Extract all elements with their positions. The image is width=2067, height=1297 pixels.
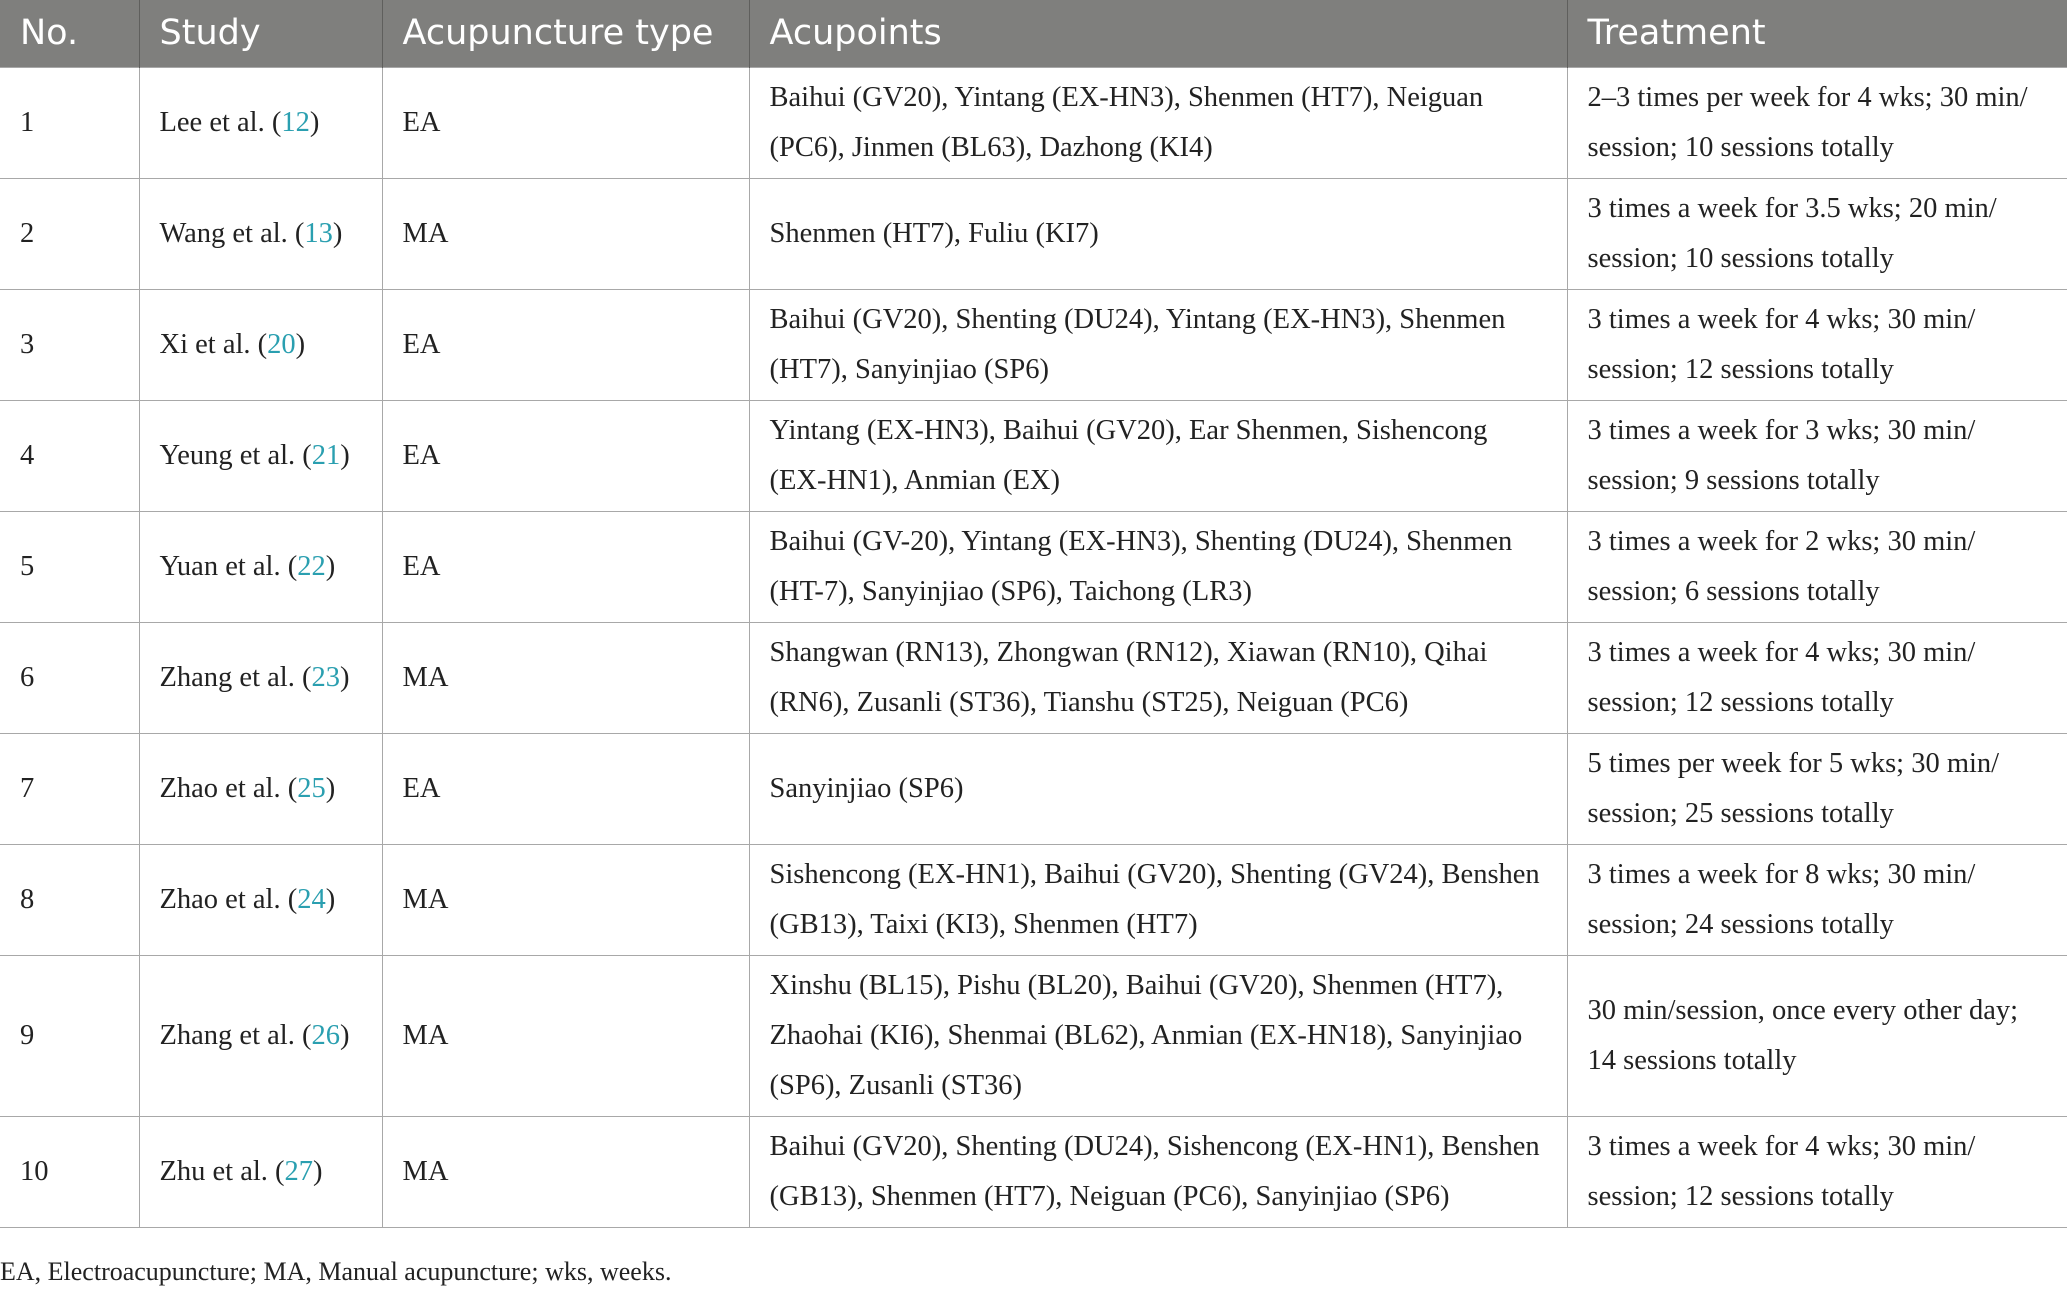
cell-acupoints: Xinshu (BL15), Pishu (BL20), Baihui (GV20), Shenmen (HT7), Zhaohai (KI6), Shenmai (BL62), Anmian (EX-HN18), Sanyinjiao (SP6), Zusanli (ST36) (749, 955, 1567, 1116)
cell-acupoints: Shenmen (HT7), Fuliu (KI7) (749, 178, 1567, 289)
reference-link[interactable]: 13 (304, 217, 333, 249)
cell-study: Zhu et al. (27) (139, 1116, 382, 1227)
cell-acupoints: Baihui (GV20), Shenting (DU24), Sishencong (EX-HN1), Benshen (GB13), Shenmen (HT7), Neiguan (PC6), Sanyinjiao (SP6) (749, 1116, 1567, 1227)
cell-acupuncture-type: MA (382, 955, 749, 1116)
cell-no: 2 (0, 178, 139, 289)
cell-no: 5 (0, 511, 139, 622)
cell-acupuncture-type: EA (382, 289, 749, 400)
cell-study: Zhao et al. (25) (139, 733, 382, 844)
cell-acupuncture-type: MA (382, 178, 749, 289)
header-row (0, 0, 2067, 67)
cell-acupoints: Baihui (GV-20), Yintang (EX-HN3), Shenting (DU24), Shenmen (HT-7), Sanyinjiao (SP6), Taichong (LR3) (749, 511, 1567, 622)
table-body (0, 67, 2067, 1227)
cell-treatment: 3 times a week for 3 wks; 30 min/ session; 9 sessions totally (1567, 400, 2067, 511)
study-author: Zhao et al. (159, 883, 281, 915)
study-author: Zhu et al. (159, 1155, 268, 1187)
table-row (0, 511, 2067, 622)
cell-study: Zhang et al. (23) (139, 622, 382, 733)
reference-link[interactable]: 26 (311, 1019, 340, 1051)
table-row (0, 733, 2067, 844)
cell-treatment: 3 times a week for 3.5 wks; 20 min/ session; 10 sessions totally (1567, 178, 2067, 289)
cell-treatment: 3 times a week for 2 wks; 30 min/ session; 6 sessions totally (1567, 511, 2067, 622)
reference-link[interactable]: 27 (284, 1155, 314, 1187)
cell-treatment: 2–3 times per week for 4 wks; 30 min/ session; 10 sessions totally (1567, 67, 2067, 178)
cell-no: 8 (0, 844, 139, 955)
reference-link[interactable]: 25 (297, 772, 326, 804)
study-author: Yeung et al. (159, 439, 296, 471)
cell-no: 6 (0, 622, 139, 733)
cell-acupoints: Yintang (EX-HN3), Baihui (GV20), Ear Shenmen, Sishencong (EX-HN1), Anmian (EX) (749, 400, 1567, 511)
table-header (0, 0, 2067, 67)
study-author: Wang et al. (159, 217, 288, 249)
table-row (0, 1116, 2067, 1227)
study-author: Zhang et al. (159, 1019, 295, 1051)
table-row (0, 844, 2067, 955)
table-row (0, 622, 2067, 733)
table-row (0, 955, 2067, 1116)
cell-acupuncture-type: EA (382, 511, 749, 622)
table-row (0, 400, 2067, 511)
cell-no: 3 (0, 289, 139, 400)
cell-treatment: 3 times a week for 4 wks; 30 min/ session; 12 sessions totally (1567, 622, 2067, 733)
table-footnote: EA, Electroacupuncture; MA, Manual acupuncture; wks, weeks. (0, 1257, 672, 1286)
header-no: No. (0, 0, 139, 67)
header-acupoints: Acupoints (749, 0, 1567, 67)
study-author: Zhao et al. (159, 772, 281, 804)
cell-study: Zhang et al. (26) (139, 955, 382, 1116)
table-row (0, 178, 2067, 289)
cell-study: Lee et al. (12) (139, 67, 382, 178)
cell-study: Yeung et al. (21) (139, 400, 382, 511)
cell-acupuncture-type: EA (382, 400, 749, 511)
cell-acupuncture-type: EA (382, 733, 749, 844)
table-row (0, 67, 2067, 178)
cell-no: 1 (0, 67, 139, 178)
reference-link[interactable]: 24 (297, 883, 326, 915)
cell-study: Wang et al. (13) (139, 178, 382, 289)
cell-acupoints: Baihui (GV20), Shenting (DU24), Yintang (EX-HN3), Shenmen (HT7), Sanyinjiao (SP6) (749, 289, 1567, 400)
cell-study: Yuan et al. (22) (139, 511, 382, 622)
table-row (0, 289, 2067, 400)
header-study: Study (139, 0, 382, 67)
cell-no: 7 (0, 733, 139, 844)
study-author: Yuan et al. (159, 550, 281, 582)
reference-link[interactable]: 21 (311, 439, 341, 471)
cell-treatment: 3 times a week for 4 wks; 30 min/ session; 12 sessions totally (1567, 1116, 2067, 1227)
reference-link[interactable]: 23 (311, 661, 340, 693)
cell-no: 9 (0, 955, 139, 1116)
cell-acupuncture-type: MA (382, 622, 749, 733)
cell-acupoints: Sanyinjiao (SP6) (749, 733, 1567, 844)
cell-acupoints: Baihui (GV20), Yintang (EX-HN3), Shenmen (HT7), Neiguan (PC6), Jinmen (BL63), Dazhong (KI4) (749, 67, 1567, 178)
cell-study: Xi et al. (20) (139, 289, 382, 400)
cell-treatment: 5 times per week for 5 wks; 30 min/ session; 25 sessions totally (1567, 733, 2067, 844)
header-treatment: Treatment (1567, 0, 2067, 67)
reference-link[interactable]: 22 (297, 550, 326, 582)
cell-treatment: 30 min/session, once every other day; 14 sessions totally (1567, 955, 2067, 1116)
cell-treatment: 3 times a week for 8 wks; 30 min/ session; 24 sessions totally (1567, 844, 2067, 955)
cell-acupoints: Sishencong (EX-HN1), Baihui (GV20), Shenting (GV24), Benshen (GB13), Taixi (KI3), Shenmen (HT7) (749, 844, 1567, 955)
cell-treatment: 3 times a week for 4 wks; 30 min/ session; 12 sessions totally (1567, 289, 2067, 400)
cell-acupuncture-type: EA (382, 67, 749, 178)
header-acupuncture-type: Acupuncture type (382, 0, 749, 67)
study-author: Zhang et al. (159, 661, 295, 693)
cell-acupuncture-type: MA (382, 1116, 749, 1227)
study-author: Lee et al. (159, 106, 265, 138)
reference-link[interactable]: 20 (267, 328, 296, 360)
cell-no: 10 (0, 1116, 139, 1227)
cell-acupoints: Shangwan (RN13), Zhongwan (RN12), Xiawan (RN10), Qihai (RN6), Zusanli (ST36), Tianshu (ST25), Neiguan (PC6) (749, 622, 1567, 733)
cell-study: Zhao et al. (24) (139, 844, 382, 955)
study-author: Xi et al. (159, 328, 251, 360)
cell-acupuncture-type: MA (382, 844, 749, 955)
reference-link[interactable]: 12 (281, 106, 310, 138)
cell-no: 4 (0, 400, 139, 511)
